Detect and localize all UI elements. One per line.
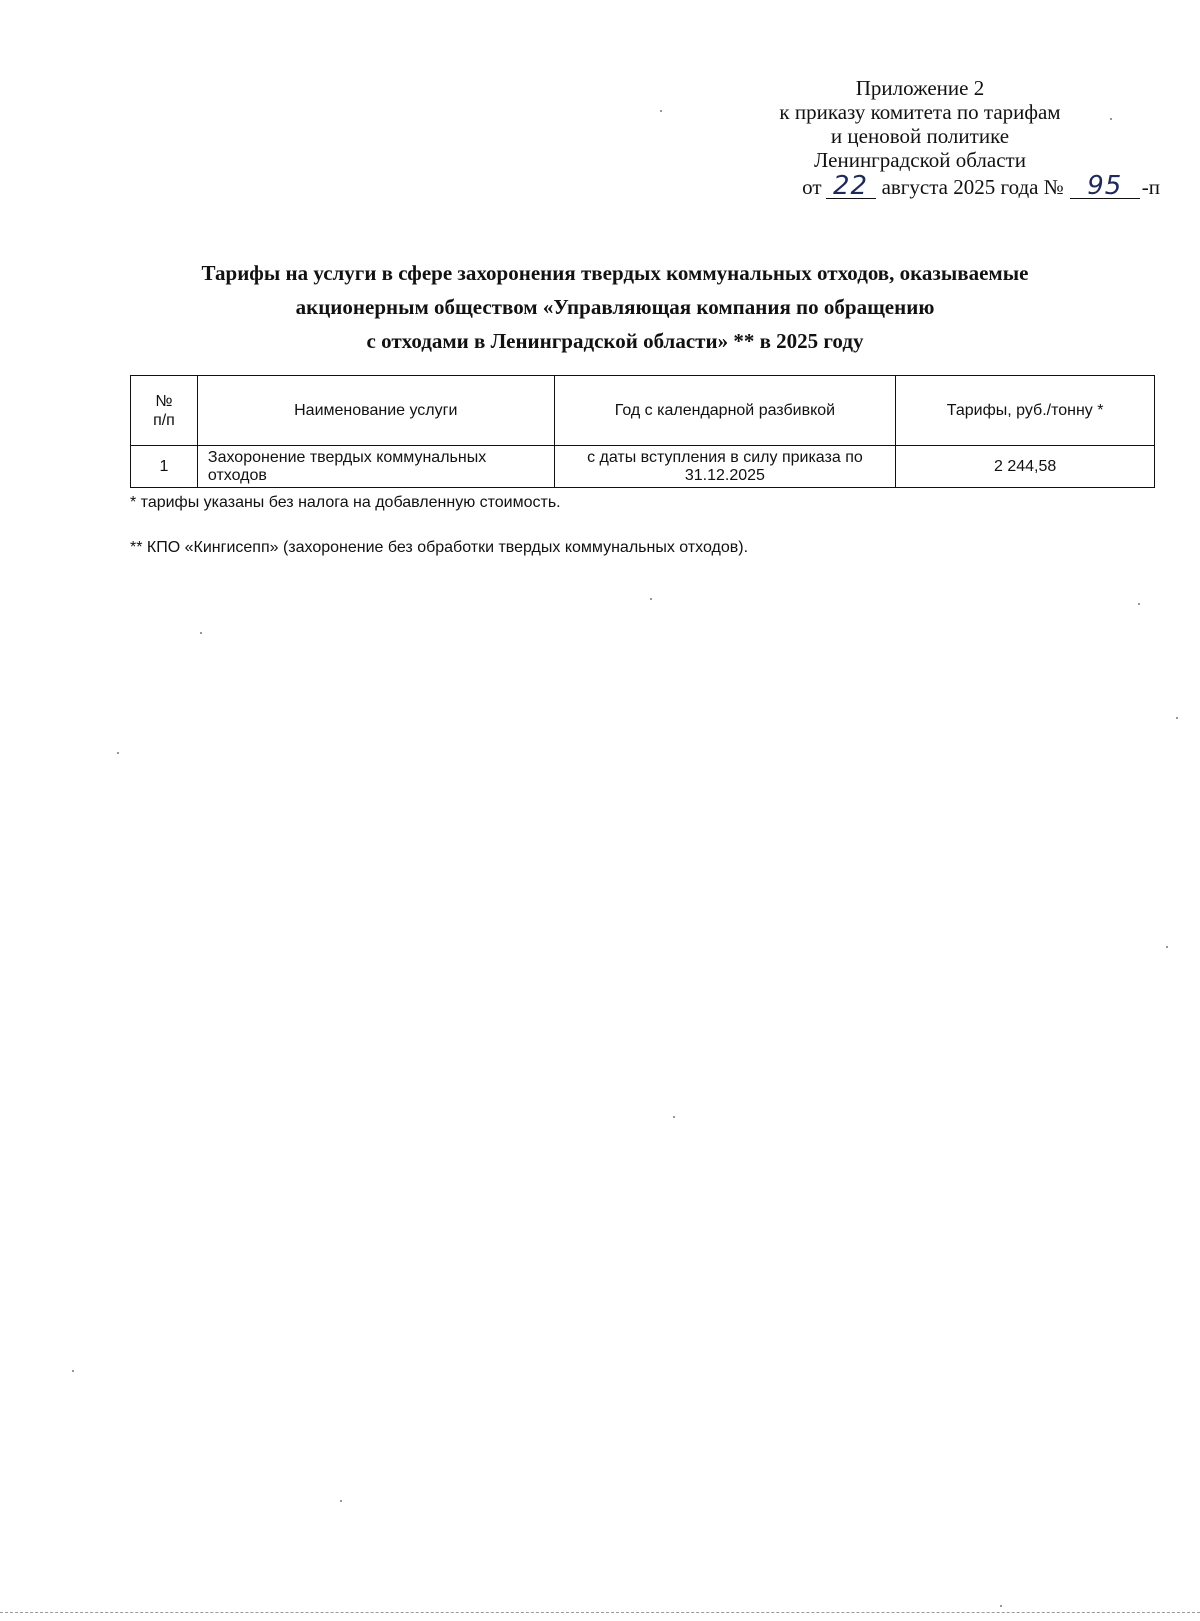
header-year: Год с календарной разбивкой	[554, 376, 896, 446]
scan-speck	[673, 1116, 675, 1118]
year-line-2: 31.12.2025	[684, 466, 765, 484]
scan-speck	[1166, 946, 1168, 948]
scan-speck	[1138, 603, 1140, 605]
title-line-2: акционерным обществом «Управляющая компания по обращению	[295, 295, 935, 319]
scan-speck	[200, 632, 202, 634]
cell-year	[554, 446, 896, 488]
appendix-label: Приложение 2	[855, 76, 985, 100]
scan-speck	[117, 752, 119, 754]
service-name-line-1: Захоронение твердых коммунальных	[207, 448, 487, 466]
scan-speck	[340, 1500, 342, 1502]
document-title	[110, 256, 1120, 358]
handwritten-day: 22	[826, 174, 876, 199]
appendix-line-order-ref: к приказу комитета по тарифам	[779, 100, 1061, 124]
header-service-name: Наименование услуги	[197, 376, 554, 446]
table-row	[131, 446, 1155, 488]
date-prefix: от	[802, 175, 822, 199]
footnote-vat: * тарифы указаны без налога на добавленную стоимость.	[130, 494, 561, 511]
date-middle: августа 2025 года №	[881, 175, 1064, 199]
service-name-line-2: отходов	[207, 466, 267, 484]
year-line-1: с даты вступления в силу приказа по	[587, 448, 863, 466]
title-line-3: с отходами в Ленинградской области» ** в 2025 году	[366, 329, 864, 353]
table-header-row	[131, 376, 1155, 446]
handwritten-order-number: 95	[1070, 174, 1140, 199]
tariff-table	[130, 375, 1155, 488]
title-line-1: Тарифы на услуги в сфере захоронения твердых коммунальных отходов, оказываемые	[201, 261, 1029, 285]
scan-speck	[1110, 118, 1112, 120]
order-suffix: -п	[1141, 175, 1160, 199]
scan-speck	[1176, 717, 1178, 719]
appendix-line-policy: и ценовой политике	[830, 124, 1010, 148]
appendix-line-region: Ленинградской области	[814, 148, 1026, 172]
footnote-kpo: ** КПО «Кингисепп» (захоронение без обработки твердых коммунальных отходов).	[130, 539, 749, 556]
cell-num: 1	[131, 446, 198, 488]
scan-speck	[650, 598, 652, 600]
scan-speck	[660, 110, 662, 112]
scan-edge-line	[0, 1612, 1200, 1613]
header-num-symbol: №	[155, 392, 173, 410]
cell-tariff: 2 244,58	[896, 446, 1155, 488]
cell-service-name	[197, 446, 554, 488]
header-num-abbrev: п/п	[153, 411, 175, 429]
order-date-line	[680, 171, 1160, 201]
scan-speck	[1000, 1605, 1002, 1607]
header-num	[131, 376, 198, 446]
header-tariff: Тарифы, руб./тонну *	[896, 376, 1155, 446]
scan-speck	[72, 1370, 74, 1372]
appendix-header	[680, 76, 1160, 199]
